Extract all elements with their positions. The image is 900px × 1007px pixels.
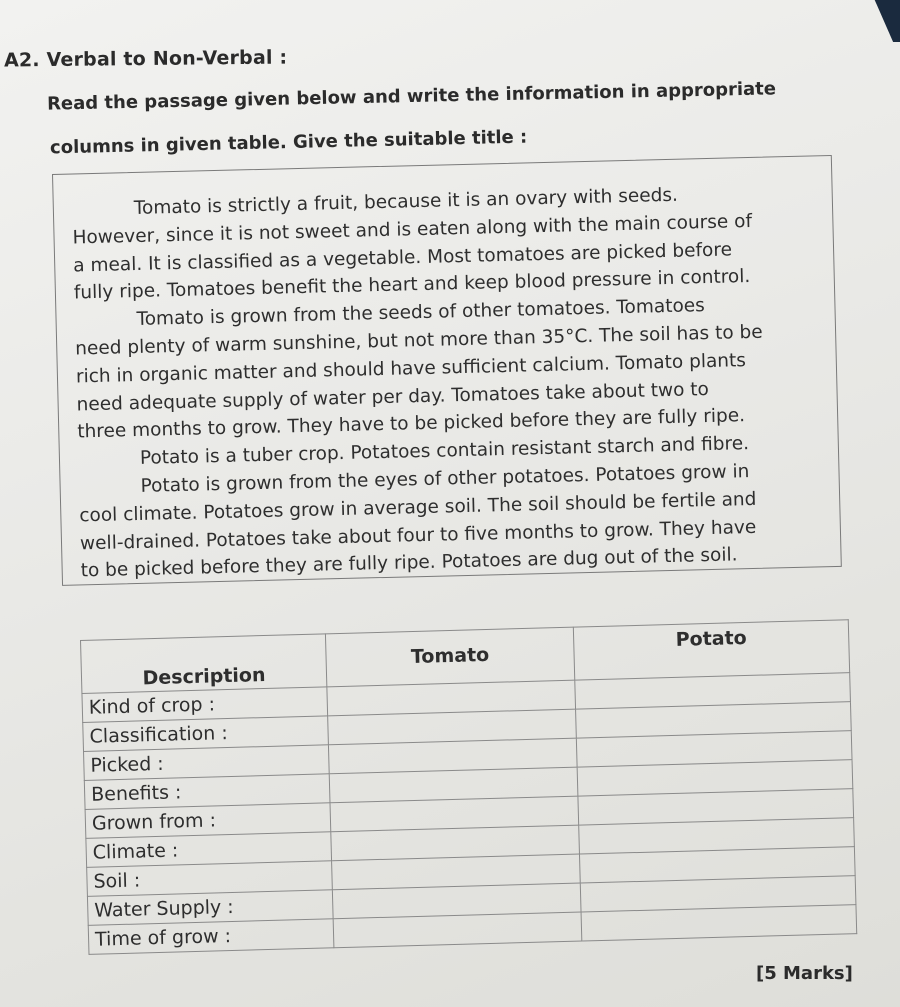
passage-line: three months to grow. They have to be picked before they are fully ripe.: [77, 405, 746, 443]
header-tomato: Tomato: [325, 627, 574, 687]
passage-line: However, since it is not sweet and is eaten along with the main course of: [72, 210, 753, 249]
instruction-line-1: Read the passage given below and write the information in appropriate: [46, 78, 777, 115]
passage-line: to be picked before they are fully ripe. Potatoes are dug out of the soil.: [80, 544, 738, 582]
passage-text: [72, 178, 821, 585]
question-heading: A2. Verbal to Non-Verbal :: [3, 46, 288, 72]
passage-line: need plenty of warm sunshine, but not more than 35°C. The soil has to be: [75, 321, 763, 360]
header-description: Description: [81, 634, 327, 694]
row-label: Picked :: [84, 745, 330, 781]
passage-line: Tomato is grown from the seeds of other tomatoes. Tomatoes: [136, 295, 706, 331]
instruction-line-2: columns in given table. Give the suitable title :: [49, 126, 528, 159]
row-label: Climate :: [86, 832, 332, 868]
passage-line: rich in organic matter and should have sufficient calcium. Tomato plants: [75, 349, 747, 388]
answer-table-wrapper: [80, 619, 857, 955]
row-label: Water Supply :: [87, 890, 333, 926]
passage-line: need adequate supply of water per day. Tomatoes take about two to: [76, 378, 710, 416]
tomato-answer-cell[interactable]: [333, 912, 582, 948]
passage-line: a meal. It is classified as a vegetable. Most tomatoes are picked before: [72, 239, 733, 277]
answer-table: [80, 619, 857, 955]
row-label: Time of grow :: [88, 919, 334, 955]
passage-line: cool climate. Potatoes grow in average soil. The soil should be fertile and: [79, 488, 757, 527]
passage-line: Potato is grown from the eyes of other potatoes. Potatoes grow in: [140, 461, 750, 497]
passage-line: fully ripe. Tomatoes benefit the heart and keep blood pressure in control.: [73, 266, 751, 304]
passage-line: Tomato is strictly a fruit, because it is an ovary with seeds.: [133, 184, 679, 220]
potato-answer-cell[interactable]: [581, 905, 857, 941]
passage-line: well-drained. Potatoes take about four to five months to grow. They have: [79, 516, 757, 554]
passage-line: Potato is a tuber crop. Potatoes contain resistant starch and fibre.: [139, 433, 750, 470]
marks-label: [5 Marks]: [756, 963, 853, 984]
passage-box: [52, 155, 842, 586]
row-label: Soil :: [87, 861, 333, 897]
background-object-corner: [854, 0, 900, 42]
header-potato: Potato: [573, 620, 849, 680]
row-label: Kind of crop :: [82, 687, 328, 723]
row-label: Benefits :: [84, 774, 330, 810]
row-label: Classification :: [83, 716, 329, 752]
row-label: Grown from :: [85, 803, 331, 839]
